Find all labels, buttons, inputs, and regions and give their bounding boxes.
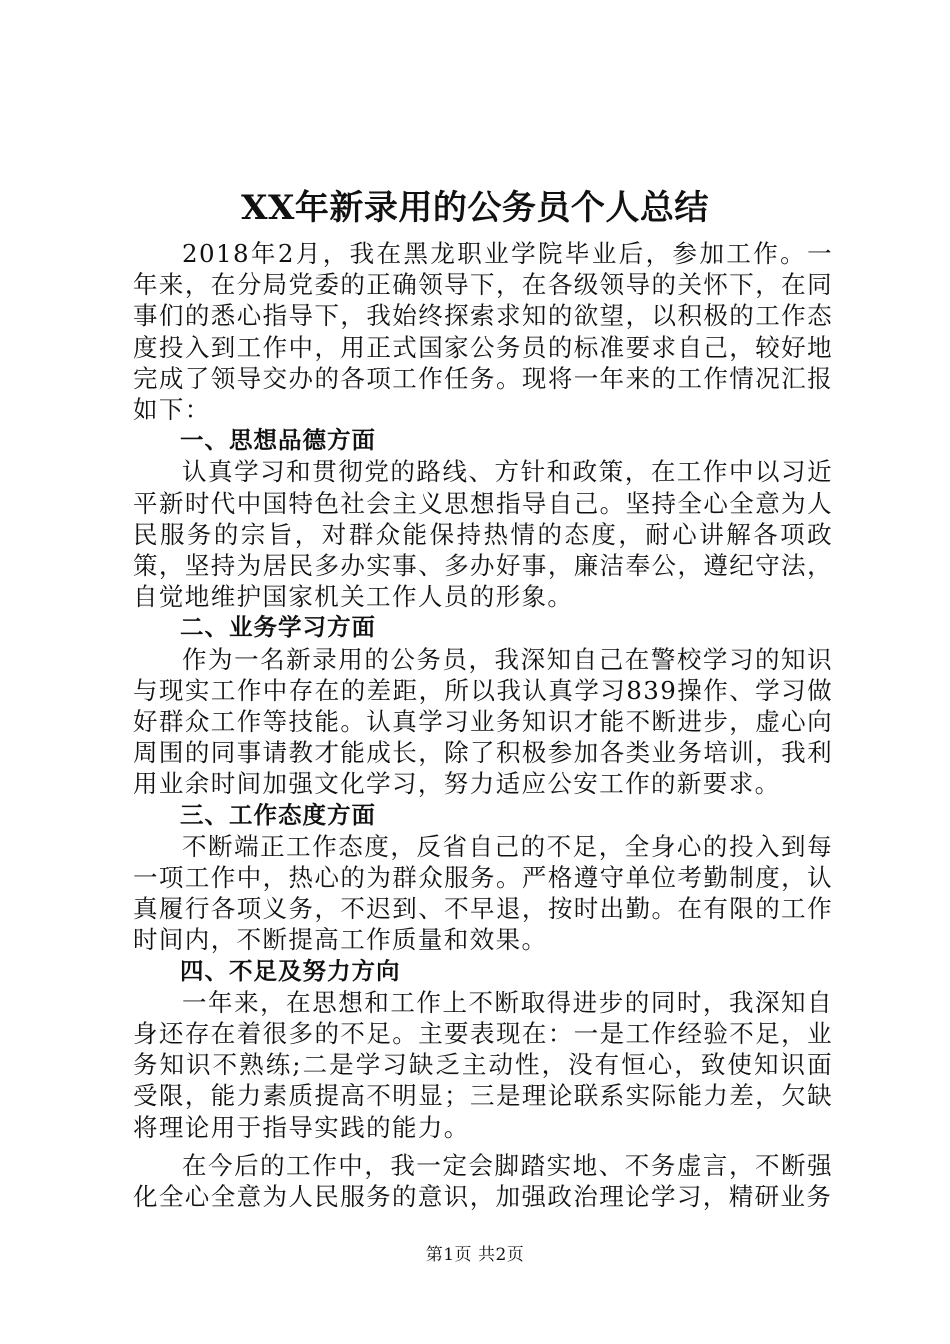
section-paragraph-2: 作为一名新录用的公务员，我深知自己在警校学习的知识与现实工作中存在的差距，所以我认真学习839操作、学习做好群众工作等技能。认真学习业务知识才能不断进步，虚心向周围的同事请教才能成长，除了积极参加各类业务培训，我利用业余时间加强文化学习，努力适应公安工作的新要求。 bbox=[133, 644, 833, 799]
section-paragraph-1: 认真学习和贯彻党的路线、方针和政策，在工作中以习近平新时代中国特色社会主义思想指导自己。坚持全心全意为人民服务的宗旨，对群众能保持热情的态度，耐心讲解各项政策，坚持为居民多办实事、多办好事，廉洁奉公，遵纪守法，自觉地维护国家机关工作人员的形象。 bbox=[133, 457, 833, 612]
section-heading-2: 二、业务学习方面 bbox=[180, 613, 376, 642]
section-paragraph-4: 一年来，在思想和工作上不断取得进步的同时，我深知自身还存在着很多的不足。主要表现在：一是工作经验不足，业务知识不熟练;二是学习缺乏主动性，没有恒心，致使知识面受限，能力素质提高不明显；三是理论联系实际能力差，欠缺将理论用于指导实践的能力。 bbox=[133, 987, 833, 1142]
closing-paragraph: 在今后的工作中，我一定会脚踏实地、不务虚言，不断强化全心全意为人民服务的意识，加强政治理论学习，精研业务 bbox=[133, 1150, 833, 1212]
document-body bbox=[133, 238, 833, 1212]
intro-paragraph: 2018年2月，我在黑龙职业学院毕业后，参加工作。一年来，在分局党委的正确领导下，在各级领导的关怀下，在同事们的悉心指导下，我始终探索求知的欲望，以积极的工作态度投入到工作中，用正式国家公务员的标准要求自己，较好地完成了领导交办的各项工作任务。现将一年来的工作情况汇报如下： bbox=[133, 239, 833, 425]
page-number-footer: 第1页 共2页 bbox=[425, 1245, 525, 1265]
section-heading-1: 一、思想品德方面 bbox=[180, 426, 376, 455]
document-title: XX年新录用的公务员个人总结 bbox=[241, 188, 709, 228]
section-heading-4: 四、不足及努力方向 bbox=[180, 956, 401, 985]
section-paragraph-3: 不断端正工作态度，反省自己的不足，全身心的投入到每一项工作中，热心的为群众服务。严格遵守单位考勤制度，认真履行各项义务，不迟到、不早退，按时出勤。在有限的工作时间内，不断提高工作质量和效果。 bbox=[133, 831, 833, 955]
section-heading-3: 三、工作态度方面 bbox=[180, 800, 376, 829]
